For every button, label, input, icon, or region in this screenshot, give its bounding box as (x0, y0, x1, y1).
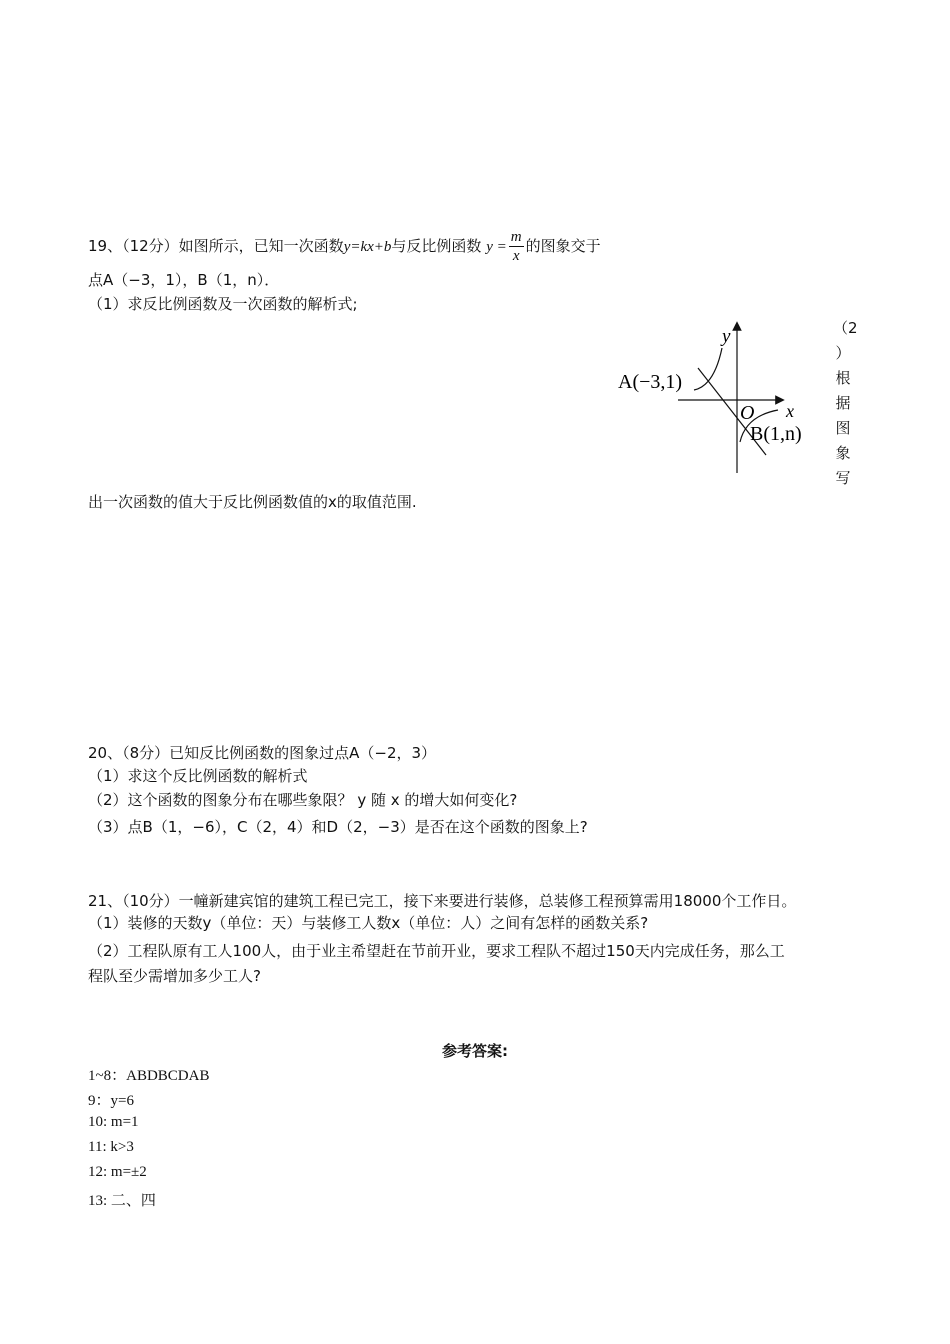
q19-part1: （1）求反比例函数及一次函数的解析式; (88, 295, 358, 313)
q20-part3: （3）点B（1，−6），C（2，4）和D（2，−3）是否在这个函数的图象上? (88, 818, 588, 836)
answer-item: 9：y=6 (88, 1093, 134, 1109)
q19-fraction (509, 228, 524, 265)
q19-part2-char: 写 (835, 469, 851, 487)
q19-fraction-numerator: m (510, 229, 522, 245)
answer-item: 13: 二、四 (88, 1193, 156, 1209)
q19-suffix: 的图象交于 (525, 237, 601, 255)
q19-part2-char: 据 (835, 394, 851, 412)
q19-points: 点A（−3，1），B（1，n）． (88, 271, 280, 289)
q20-part2: （2）这个函数的图象分布在哪些象限？ y 随 x 的增大如何变化? (88, 791, 518, 809)
q19-part2-char: 根 (835, 369, 851, 387)
answer-item: 1~8：ABDBCDAB (88, 1068, 210, 1084)
q19-statement-line1 (88, 228, 601, 265)
q20-statement: 20、（8分）已知反比例函数的图象过点A（−2，3） (88, 744, 437, 762)
answers-title: 参考答案: (442, 1042, 508, 1060)
q19-prefix: 19、（12分）如图所示，已知一次函数 (88, 237, 344, 255)
q19-part2-continued: 出一次函数的值大于反比例函数值的x的取值范围. (88, 493, 417, 511)
q19-mid: 与反比例函数 (391, 237, 482, 255)
origin-label: O (740, 402, 755, 424)
q21-part2-line1: （2）工程队原有工人100人，由于业主希望赶在节前开业，要求工程队不超过150天内完成任务，那么工 (88, 942, 785, 960)
q21-statement: 21、（10分）一幢新建宾馆的建筑工程已完工，接下来要进行装修，总装修工程预算需用18000个工作日。 (88, 892, 797, 910)
answer-item: 12: m=±2 (88, 1164, 147, 1180)
q21-part2-line2: 程队至少需增加多少工人? (88, 967, 261, 985)
q19-function-graph (610, 318, 825, 480)
q19-part2-vertical (833, 316, 858, 491)
q19-part2-char: 象 (835, 444, 851, 462)
x-axis-label: x (786, 401, 794, 421)
q19-part2-char: ） (835, 344, 851, 362)
q19-fraction-denominator: x (512, 248, 520, 264)
point-a-label: A(−3,1) (618, 371, 683, 393)
q19-part2-char: 图 (835, 419, 851, 437)
q21-part1: （1）装修的天数y（单位：天）与装修工人数x（单位：人）之间有怎样的函数关系? (88, 914, 649, 932)
q19-fraction-lhs: y = (486, 239, 507, 255)
q19-part2-char: （2 (833, 319, 858, 337)
answer-item: 10: m=1 (88, 1114, 139, 1130)
answer-item: 11: k>3 (88, 1139, 134, 1155)
q20-part1: （1）求这个反比例函数的解析式 (88, 767, 308, 785)
point-b-label: B(1,n) (750, 423, 802, 445)
y-axis-label: y (722, 326, 731, 347)
q19-linear-equation: y=kx+b (343, 239, 392, 255)
